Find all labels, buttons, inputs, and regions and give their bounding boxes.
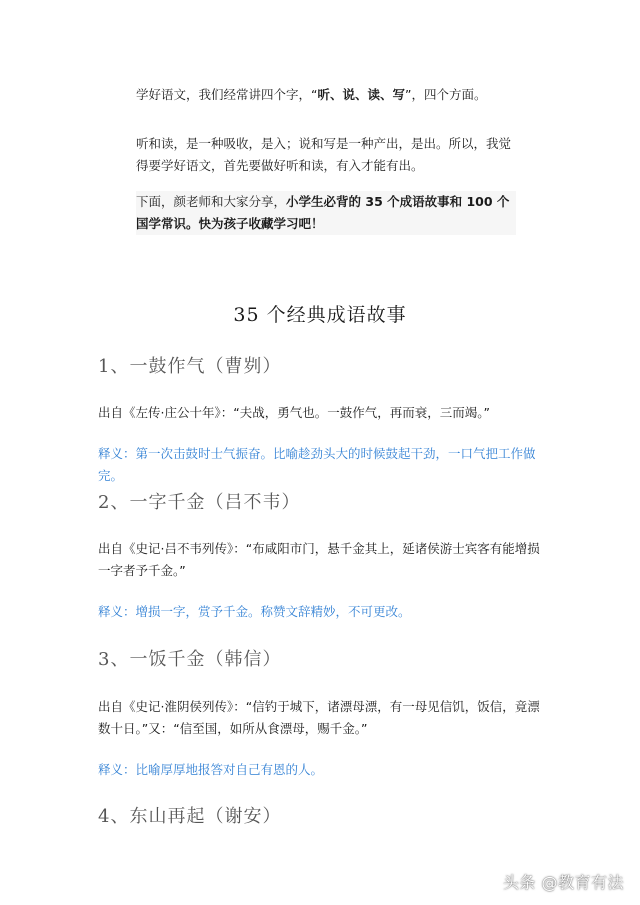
intro-p1-post: ”，四个方面。 (405, 87, 487, 102)
intro-paragraph-1 (136, 84, 516, 106)
intro-p1-pre: 学好语文，我们经常讲四个字，“ (136, 87, 318, 102)
story-meaning: 释义：第一次击鼓时士气振奋。比喻趁劲头大的时候鼓起干劲，一口气把工作做完。 (98, 446, 536, 483)
story-meaning: 释义：比喻厚厚地报答对自己有恩的人。 (98, 762, 324, 777)
story-heading: 4、东山再起（谢安） (98, 806, 282, 827)
story-heading: 2、一字千金（吕不韦） (98, 492, 301, 513)
intro-p3-bold: 小学生必背的 35 个成语故事和 100 个国学常识。快为孩子收藏学习吧！ (136, 194, 510, 231)
page-title: 35 个经典成语故事 (233, 304, 407, 326)
intro-paragraph-3 (136, 191, 516, 235)
story-heading: 1、一鼓作气（曹刿） (98, 356, 282, 377)
story-source: 出自《史记·淮阴侯列传》：“信钓于城下，诸漂母漂，有一母见信饥，饭信，竟漂数十日。”又：“信至国，如所从食漂母，赐千金。” (98, 699, 540, 736)
intro-p1-bold: 听、说、读、写 (317, 87, 405, 102)
story-source: 出自《史记·吕不韦列传》：“布咸阳市门，悬千金其上，延诸侯游士宾客有能增损一字者予千金。” (98, 541, 540, 578)
story-meaning: 释义：增损一字，赏予千金。称赞文辞精妙，不可更改。 (98, 604, 411, 619)
intro-p3-pre: 下面，颜老师和大家分享， (136, 194, 287, 209)
story-heading: 3、一饭千金（韩信） (98, 649, 282, 670)
intro-paragraph-2: 听和读，是一种吸收，是入；说和写是一种产出，是出。所以，我觉得要学好语文，首先要做好听和读，有入才能有出。 (136, 136, 512, 173)
story-source: 出自《左传·庄公十年》：“夫战，勇气也。一鼓作气，再而衰，三而竭。” (98, 405, 490, 420)
watermark: 头条 @教育有法 (502, 873, 624, 892)
